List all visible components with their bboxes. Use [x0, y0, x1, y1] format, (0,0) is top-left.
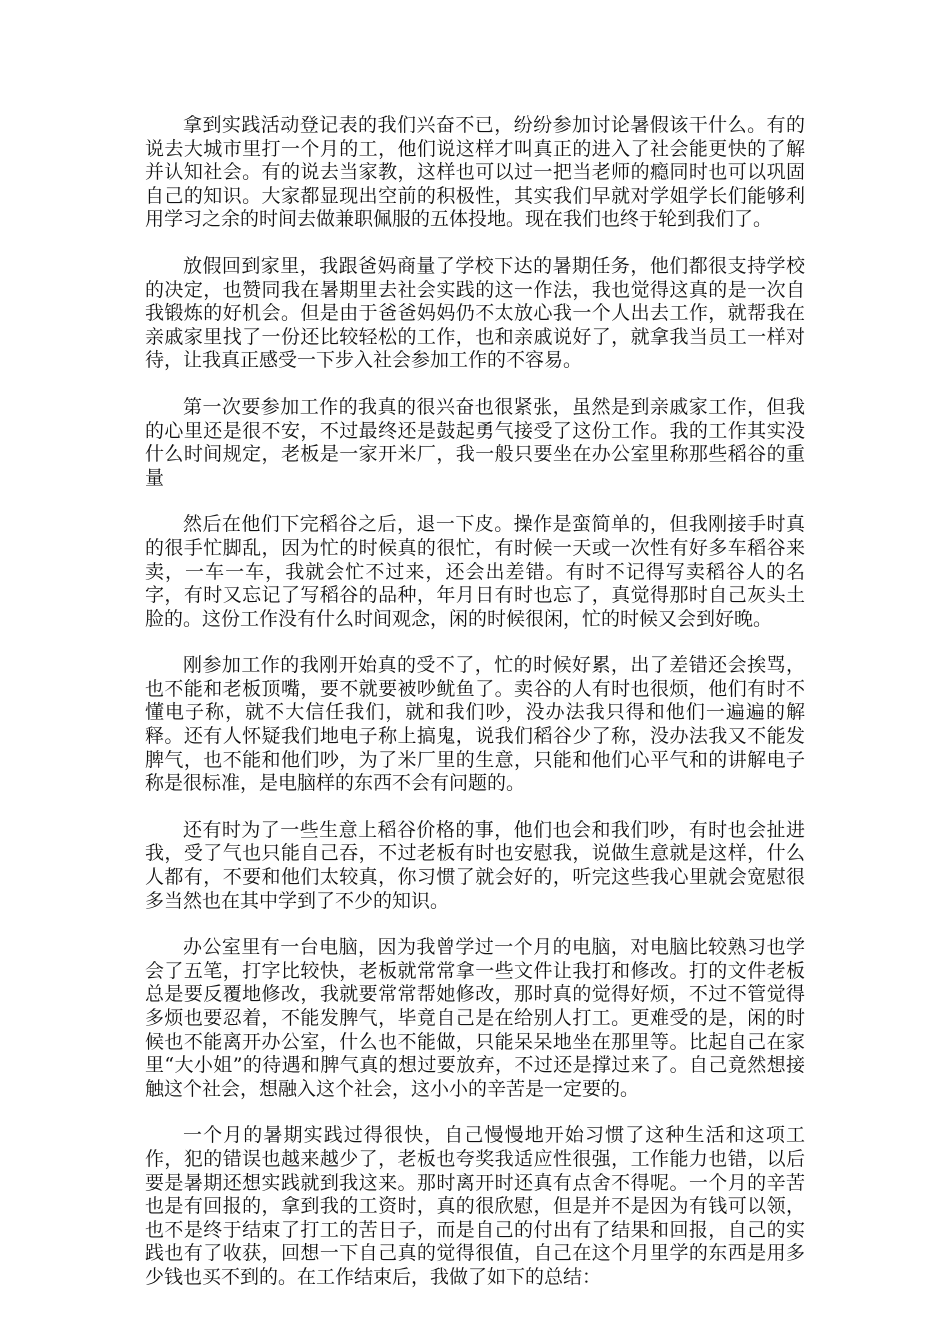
paragraph-1: 拿到实践活动登记表的我们兴奋不已，纷纷参加讨论暑假该干什么。有的说去大城市里打一个月的工，他们说这样才叫真正的进入了社会能更快的了解并认知社会。有的说去当家教，这样也可以过一把当老师的瘾同时也可以巩固自己的知识。大家都显现出空前的积极性，其实我们早就对学姐学长们能够利用学习之余的时间去做兼职佩服的五体投地。现在我们也终于轮到我们了。	[145, 114, 805, 231]
paragraph-3: 第一次要参加工作的我真的很兴奋也很紧张，虽然是到亲戚家工作，但我的心里还是很不安，不过最终还是鼓起勇气接受了这份工作。我的工作其实没什么时间规定，老板是一家开米厂，我一般只要坐在办公室里称那些稻谷的重量	[145, 395, 805, 489]
paragraph-6: 还有时为了一些生意上稻谷价格的事，他们也会和我们吵，有时也会扯进我，受了气也只能自己吞，不过老板有时也安慰我，说做生意就是这样，什么人都有，不要和他们太较真，你习惯了就会好的，听完这些我心里就会宽慰很多当然也在其中学到了不少的知识。	[145, 818, 805, 912]
document-body	[145, 114, 805, 1313]
paragraph-7: 办公室里有一台电脑，因为我曾学过一个月的电脑，对电脑比较熟习也学会了五笔，打字比较快，老板就常常拿一些文件让我打和修改。打的文件老板总是要反覆地修改，我就要常常帮她修改，那时真的觉得好烦，不过不管觉得多烦也要忍着，不能发脾气，毕竟自己是在给别人打工。更难受的是，闲的时候也不能离开办公室，什么也不能做，只能呆呆地坐在那里等。比起自己在家里“大小姐”的待遇和脾气真的想过要放弃，不过还是撑过来了。自己竟然想接触这个社会，想融入这个社会，这小小的辛苦是一定要的。	[145, 936, 805, 1100]
paragraph-4: 然后在他们下完稻谷之后，退一下皮。操作是蛮简单的，但我刚接手时真的很手忙脚乱，因为忙的时候真的很忙，有时候一天或一次性有好多车稻谷来卖，一车一车，我就会忙不过来，还会出差错。有时不记得写卖稻谷人的名字，有时又忘记了写稻谷的品种，年月日有时也忘了，真觉得那时自己灰头土脸的。这份工作没有什么时间观念，闲的时候很闲，忙的时候又会到好晚。	[145, 513, 805, 630]
paragraph-8: 一个月的暑期实践过得很快，自己慢慢地开始习惯了这种生活和这项工作，犯的错误也越来越少了，老板也夸奖我适应性很强，工作能力也错，以后要是暑期还想实践就到我这来。那时离开时还真有点舍不得呢。一个月的辛苦也是有回报的，拿到我的工资时，真的很欣慰，但是并不是因为有钱可以领，也不是终于结束了打工的苦日子，而是自己的付出有了结果和回报，自己的实践也有了收获，回想一下自己真的觉得很值，自己在这个月里学的东西是用多少钱也买不到的。在工作结束后，我做了如下的总结：	[145, 1124, 805, 1288]
paragraph-5: 刚参加工作的我刚开始真的受不了，忙的时候好累，出了差错还会挨骂，也不能和老板顶嘴，要不就要被吵鱿鱼了。卖谷的人有时也很烦，他们有时不懂电子称，就不大信任我们，就和我们吵，没办法我只得和他们一遍遍的解释。还有人怀疑我们地电子称上搞鬼，说我们稻谷少了称，没办法我又不能发脾气，也不能和他们吵，为了米厂里的生意，只能和他们心平气和的讲解电子称是很标准，是电脑样的东西不会有问题的。	[145, 654, 805, 795]
paragraph-2: 放假回到家里，我跟爸妈商量了学校下达的暑期任务，他们都很支持学校的决定，也赞同我在暑期里去社会实践的这一作法，我也觉得这真的是一次自我锻炼的好机会。但是由于爸爸妈妈仍不太放心我一个人出去工作，就帮我在亲戚家里找了一份还比较轻松的工作，也和亲戚说好了，就拿我当员工一样对待，让我真正感受一下步入社会参加工作的不容易。	[145, 254, 805, 372]
